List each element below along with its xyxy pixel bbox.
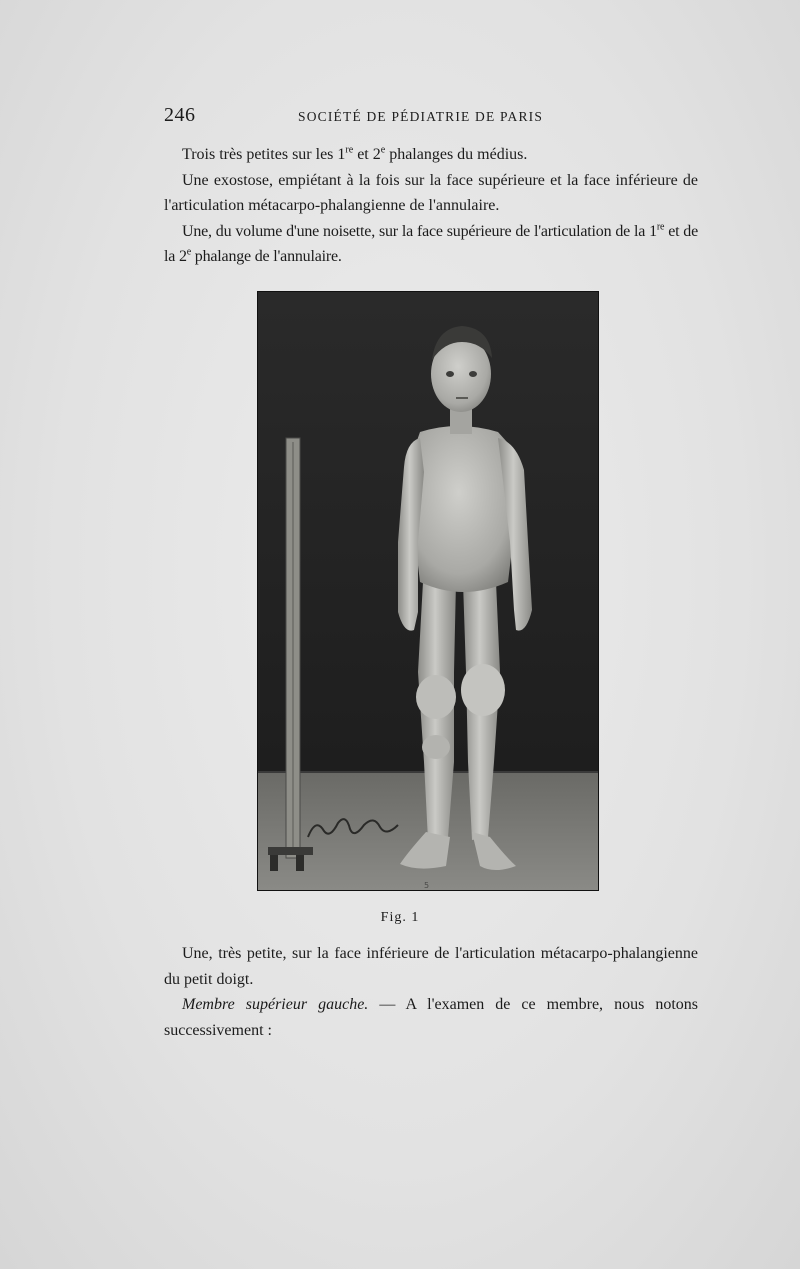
figure-caption: Fig. 1 [380, 910, 420, 925]
paragraph: Trois très petites sur les 1re et 2e phalanges du médius. [182, 144, 528, 163]
page-number: 246 [164, 104, 196, 126]
bottom-text-block [164, 941, 698, 1043]
paragraph: Une, du volume d'une noisette, sur la face supérieure de l'articulation de la 1re et de la 2e phalange de l'annulaire. [164, 221, 699, 265]
top-text-block [164, 142, 698, 270]
section-heading-italic: Membre supérieur gauche. [182, 996, 369, 1013]
paragraph: Une, très petite, sur la face inférieure de l'articulation métacarpo-phalangienne du petit doigt. [164, 945, 698, 988]
page-header [164, 104, 696, 130]
running-title: SOCIÉTÉ DE PÉDIATRIE DE PARIS [298, 109, 544, 124]
photograph-figure [257, 291, 599, 891]
svg-text:5: 5 [424, 881, 430, 890]
paragraph: Membre supérieur gauche. — A l'examen de ce membre, nous notons successivement : [164, 996, 699, 1039]
paragraph: Une exostose, empiétant à la fois sur la face supérieure et la face inférieure de l'articulation métacarpo-phalangienne de l'annulaire. [164, 171, 698, 214]
photograph-standing-child-icon [258, 292, 598, 890]
